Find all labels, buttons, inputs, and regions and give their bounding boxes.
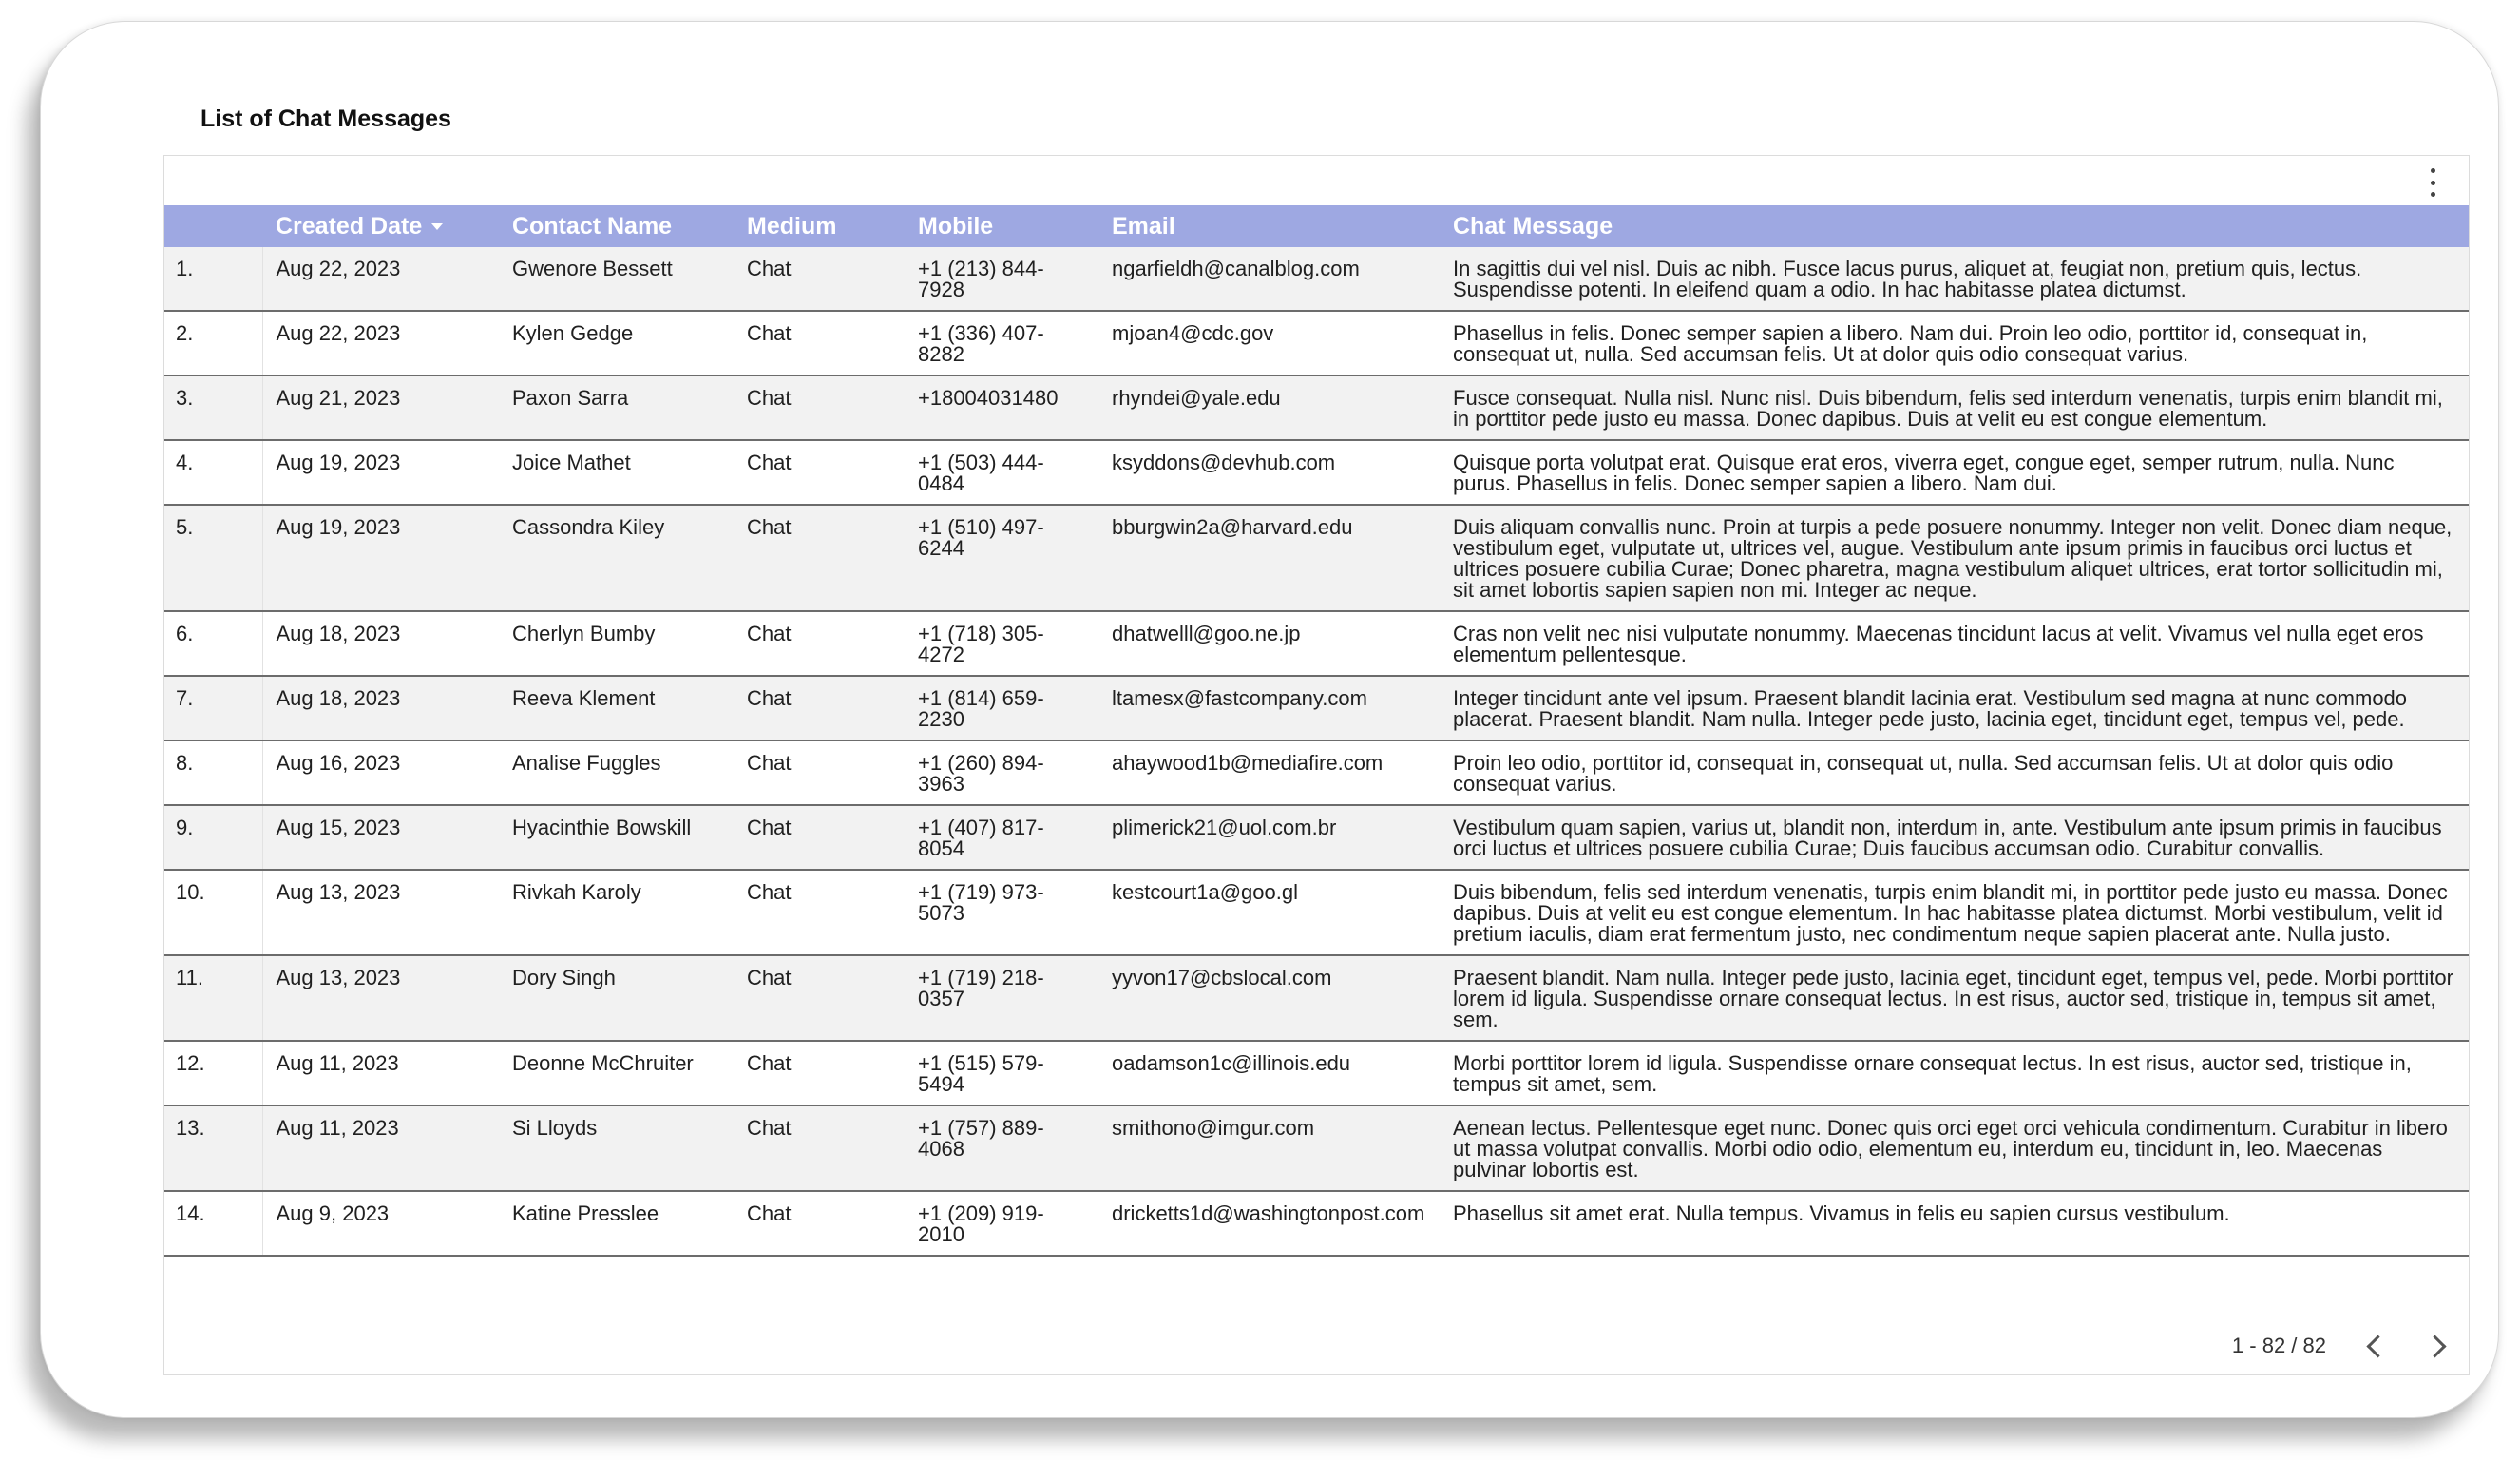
email-cell: rhyndei@yale.edu [1098,375,1440,440]
row-index: 5. [164,505,262,611]
contact-name-cell: Hyacinthie Bowskill [499,805,734,870]
table-container[interactable] [164,205,2469,1297]
created-date-cell: Aug 11, 2023 [262,1041,499,1105]
email-cell: ahaywood1b@mediafire.com [1098,740,1440,805]
email-cell: bburgwin2a@harvard.edu [1098,505,1440,611]
chat-message-cell: Cras non velit nec nisi vulputate nonummy. Maecenas tincidunt lacus at velit. Vivamus vel nulla eget eros elementum pellentesque. [1440,611,2469,676]
table-row[interactable] [164,870,2469,955]
medium-cell: Chat [734,505,905,611]
table-row[interactable] [164,611,2469,676]
row-index: 1. [164,247,262,311]
table-row[interactable] [164,1105,2469,1191]
created-date-cell: Aug 13, 2023 [262,870,499,955]
chevron-right-icon [2423,1335,2446,1357]
email-cell: kestcourt1a@goo.gl [1098,870,1440,955]
chat-messages-table [164,205,2469,1257]
mobile-cell: +1 (407) 817-8054 [905,805,1098,870]
contact-name-cell: Si Lloyds [499,1105,734,1191]
row-index: 3. [164,375,262,440]
table-row[interactable] [164,440,2469,505]
medium-cell: Chat [734,676,905,740]
contact-name-cell: Deonne McChruiter [499,1041,734,1105]
row-index: 4. [164,440,262,505]
created-date-cell: Aug 13, 2023 [262,955,499,1041]
pagination-range: 1 - 82 / 82 [2231,1334,2326,1357]
medium-cell: Chat [734,611,905,676]
contact-name-cell: Joice Mathet [499,440,734,505]
contact-name-cell: Rivkah Karoly [499,870,734,955]
row-index: 9. [164,805,262,870]
report-title: List of Chat Messages [200,106,451,132]
created-date-cell: Aug 16, 2023 [262,740,499,805]
table-header-row [164,205,2469,247]
medium-cell: Chat [734,870,905,955]
medium-cell: Chat [734,740,905,805]
table-row[interactable] [164,740,2469,805]
column-header-medium[interactable]: Medium [734,205,905,247]
column-header-mobile[interactable]: Mobile [905,205,1098,247]
contact-name-cell: Reeva Klement [499,676,734,740]
created-date-cell: Aug 22, 2023 [262,311,499,375]
medium-cell: Chat [734,311,905,375]
created-date-cell: Aug 21, 2023 [262,375,499,440]
row-index: 2. [164,311,262,375]
email-cell: plimerick21@uol.com.br [1098,805,1440,870]
contact-name-cell: Cherlyn Bumby [499,611,734,676]
created-date-cell: Aug 15, 2023 [262,805,499,870]
email-cell: ksyddons@devhub.com [1098,440,1440,505]
column-header-email[interactable]: Email [1098,205,1440,247]
created-date-cell: Aug 18, 2023 [262,611,499,676]
next-page-button[interactable] [2423,1332,2452,1360]
chat-message-cell: Duis aliquam convallis nunc. Proin at turpis a pede posuere nonummy. Integer non velit. Donec diam neque, vestibulum eget, vulputate ut, ultrices vel, augue. Vestibulum ante ipsum primis in faucibus orci luctus et ultrices posuere cubilia Curae; Donec pharetra, magna vestibulum aliquet ultrices, erat tortor sollicitudin mi, sit amet lobortis sapien sapien non mi. Integer ac neque. [1440,505,2469,611]
table-panel [163,155,2470,1375]
email-cell: yyvon17@cbslocal.com [1098,955,1440,1041]
row-index: 11. [164,955,262,1041]
mobile-cell: +1 (260) 894-3963 [905,740,1098,805]
medium-cell: Chat [734,955,905,1041]
chat-message-cell: Proin leo odio, porttitor id, consequat in, consequat ut, nulla. Sed accumsan felis. Ut at dolor quis odio consequat varius. [1440,740,2469,805]
chat-message-cell: Quisque porta volutpat erat. Quisque erat eros, viverra eget, congue eget, semper rutrum, nulla. Nunc purus. Phasellus in felis. Donec semper sapien a libero. Nam dui. [1440,440,2469,505]
chat-message-cell: In sagittis dui vel nisl. Duis ac nibh. Fusce lacus purus, aliquet at, feugiat non, pretium quis, lectus. Suspendisse potenti. In eleifend quam a odio. In hac habitasse platea dictumst. [1440,247,2469,311]
table-row[interactable] [164,311,2469,375]
email-cell: oadamson1c@illinois.edu [1098,1041,1440,1105]
medium-cell: Chat [734,1191,905,1256]
created-date-cell: Aug 11, 2023 [262,1105,499,1191]
contact-name-cell: Analise Fuggles [499,740,734,805]
mobile-cell: +1 (719) 218-0357 [905,955,1098,1041]
email-cell: ngarfieldh@canalblog.com [1098,247,1440,311]
contact-name-cell: Katine Presslee [499,1191,734,1256]
mobile-cell: +1 (503) 444-0484 [905,440,1098,505]
chat-message-cell: Phasellus sit amet erat. Nulla tempus. Vivamus in felis eu sapien cursus vestibulum. [1440,1191,2469,1256]
row-index: 7. [164,676,262,740]
chat-message-cell: Praesent blandit. Nam nulla. Integer pede justo, lacinia eget, tincidunt eget, tempus vel, pede. Morbi porttitor lorem id ligula. Suspendisse ornare consequat lectus. In est risus, auctor sed, tristique in, tempus sit amet, sem. [1440,955,2469,1041]
row-index: 12. [164,1041,262,1105]
mobile-cell: +1 (814) 659-2230 [905,676,1098,740]
email-cell: mjoan4@cdc.gov [1098,311,1440,375]
contact-name-cell: Cassondra Kiley [499,505,734,611]
more-options-icon[interactable] [2425,168,2440,197]
contact-name-cell: Paxon Sarra [499,375,734,440]
column-header-chat-message[interactable]: Chat Message [1440,205,2469,247]
email-cell: smithono@imgur.com [1098,1105,1440,1191]
mobile-cell: +1 (209) 919-2010 [905,1191,1098,1256]
column-header-created-date[interactable]: Created Date [262,205,499,247]
medium-cell: Chat [734,440,905,505]
contact-name-cell: Dory Singh [499,955,734,1041]
created-date-cell: Aug 19, 2023 [262,440,499,505]
created-date-cell: Aug 9, 2023 [262,1191,499,1256]
chat-message-cell: Morbi porttitor lorem id ligula. Suspendisse ornare consequat lectus. In est risus, auctor sed, tristique in, tempus sit amet, sem. [1440,1041,2469,1105]
mobile-cell: +1 (718) 305-4272 [905,611,1098,676]
contact-name-cell: Kylen Gedge [499,311,734,375]
row-index: 14. [164,1191,262,1256]
contact-name-cell: Gwenore Bessett [499,247,734,311]
table-row[interactable] [164,955,2469,1041]
column-header-contact-name[interactable]: Contact Name [499,205,734,247]
sort-descending-icon[interactable] [431,223,443,230]
medium-cell: Chat [734,375,905,440]
column-header-index [164,205,262,247]
created-date-cell: Aug 18, 2023 [262,676,499,740]
chat-message-cell: Fusce consequat. Nulla nisl. Nunc nisl. Duis bibendum, felis sed interdum venenatis, turpis enim blandit mi, in porttitor pede justo eu massa. Donec dapibus. Duis at velit eu est congue elementum. [1440,375,2469,440]
chat-message-cell: Aenean lectus. Pellentesque eget nunc. Donec quis orci eget orci vehicula condimentum. Curabitur in libero ut massa volutpat convallis. Morbi odio odio, elementum eu, interdum eu, tincidunt in, leo. Maecenas pulvinar lobortis est. [1440,1105,2469,1191]
mobile-cell: +1 (510) 497-6244 [905,505,1098,611]
mobile-cell: +1 (515) 579-5494 [905,1041,1098,1105]
medium-cell: Chat [734,1105,905,1191]
mobile-cell: +1 (336) 407-8282 [905,311,1098,375]
mobile-cell: +1 (213) 844-7928 [905,247,1098,311]
medium-cell: Chat [734,1041,905,1105]
previous-page-button[interactable] [2360,1332,2389,1360]
chat-message-cell: Phasellus in felis. Donec semper sapien a libero. Nam dui. Proin leo odio, porttitor id, consequat in, consequat ut, nulla. Sed accumsan felis. Ut at dolor quis odio consequat varius. [1440,311,2469,375]
chat-message-cell: Integer tincidunt ante vel ipsum. Praesent blandit lacinia erat. Vestibulum sed magna at nunc commodo placerat. Praesent blandit. Nam nulla. Integer pede justo, lacinia eget, tincidunt eget, tempus vel, pede. [1440,676,2469,740]
medium-cell: Chat [734,247,905,311]
table-row[interactable] [164,676,2469,740]
email-cell: ltamesx@fastcompany.com [1098,676,1440,740]
mobile-cell: +1 (719) 973-5073 [905,870,1098,955]
created-date-cell: Aug 19, 2023 [262,505,499,611]
table-row[interactable] [164,1041,2469,1105]
table-row[interactable] [164,805,2469,870]
medium-cell: Chat [734,805,905,870]
table-row[interactable] [164,375,2469,440]
table-row[interactable] [164,505,2469,611]
email-cell: dhatwelll@goo.ne.jp [1098,611,1440,676]
row-index: 13. [164,1105,262,1191]
row-index: 8. [164,740,262,805]
table-row[interactable] [164,247,2469,311]
created-date-cell: Aug 22, 2023 [262,247,499,311]
chat-message-cell: Duis bibendum, felis sed interdum venenatis, turpis enim blandit mi, in porttitor pede justo eu massa. Donec dapibus. Duis at velit eu est congue elementum. In hac habitasse platea dictumst. Morbi vestibulum, velit id pretium iaculis, diam erat fermentum justo, nec condimentum neque sapien placerat ante. Nulla justo. [1440,870,2469,955]
mobile-cell: +1 (757) 889-4068 [905,1105,1098,1191]
email-cell: dricketts1d@washingtonpost.com [1098,1191,1440,1256]
mobile-cell: +18004031480 [905,375,1098,440]
table-row[interactable] [164,1191,2469,1256]
row-index: 6. [164,611,262,676]
report-card [40,21,2499,1418]
chevron-left-icon [2366,1335,2389,1357]
row-index: 10. [164,870,262,955]
chat-message-cell: Vestibulum quam sapien, varius ut, blandit non, interdum in, ante. Vestibulum ante ipsum primis in faucibus orci luctus et ultrices posuere cubilia Curae; Duis faucibus accumsan odio. Curabitur convallis. [1440,805,2469,870]
pagination [2232,1327,2452,1365]
